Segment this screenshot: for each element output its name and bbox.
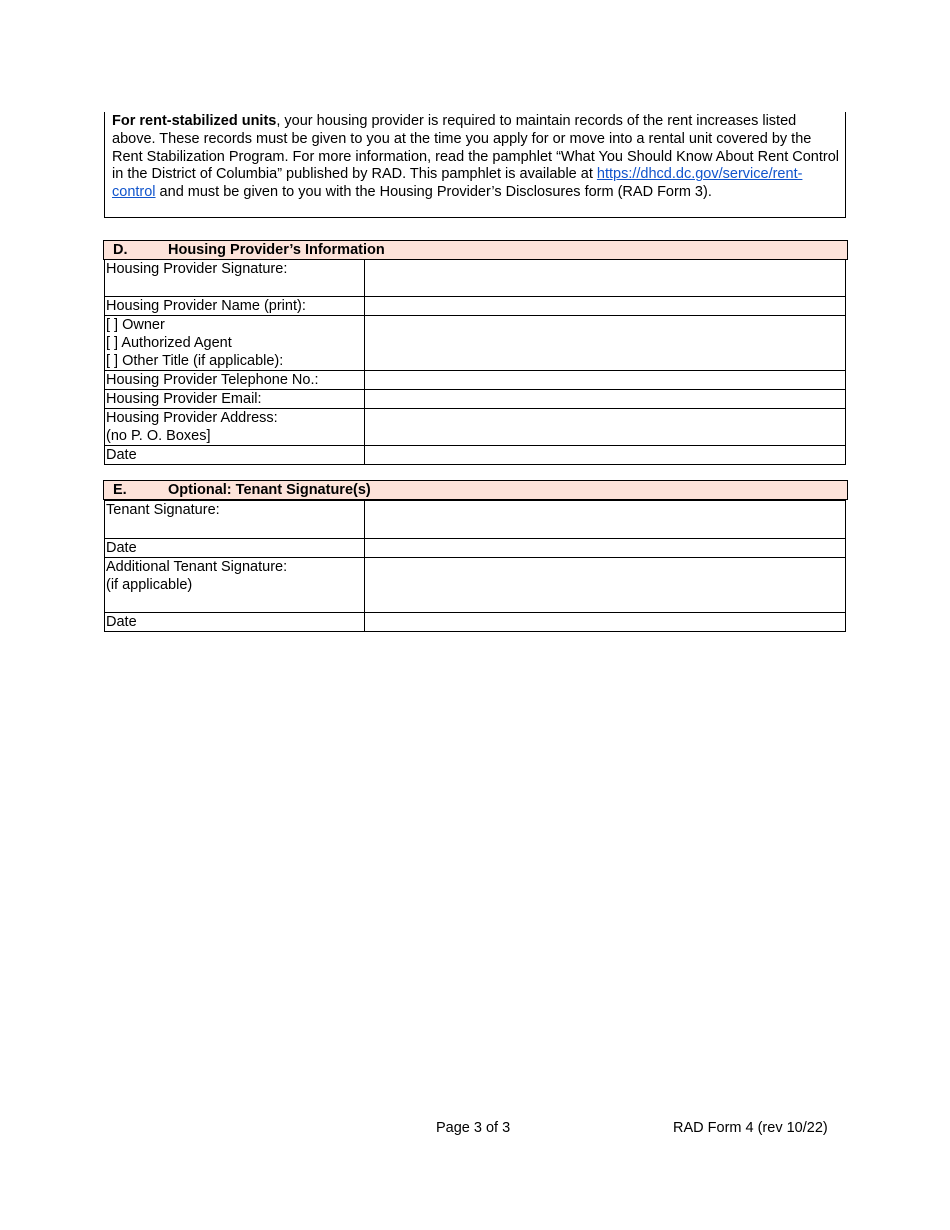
provider-signature-field[interactable] bbox=[365, 260, 846, 297]
additional-tenant-label-line: Additional Tenant Signature: bbox=[106, 559, 288, 575]
notice-text-1: , your housing provider is required to maintain records of the rent increases listed above. These records must be given to you at the time you apply for or move into a rental unit covered by the Rent Stabilization Program. For more information, read the pamphlet “What You Should Know About Rent Control in the District of Columbia” published by RAD. This pamphlet is available at bbox=[112, 113, 840, 183]
table-row bbox=[105, 558, 846, 613]
provider-signature-label: Housing Provider Signature: bbox=[105, 260, 365, 297]
additional-tenant-note: (if applicable) bbox=[106, 577, 193, 593]
tenant-signature-table bbox=[104, 500, 846, 632]
notice-bold-lead: For rent-stabilized units bbox=[112, 113, 277, 129]
page-number: Page 3 of 3 bbox=[436, 1120, 511, 1136]
tenant-date-label: Date bbox=[105, 539, 365, 558]
table-row bbox=[105, 316, 846, 371]
table-row bbox=[105, 446, 846, 465]
section-e-letter: E. bbox=[113, 482, 127, 498]
additional-tenant-date-label: Date bbox=[105, 613, 365, 632]
provider-address-note: (no P. O. Boxes] bbox=[106, 428, 211, 444]
table-row bbox=[105, 409, 846, 446]
section-e-title: Optional: Tenant Signature(s) bbox=[168, 482, 371, 498]
table-row bbox=[105, 613, 846, 632]
additional-tenant-signature-label bbox=[105, 558, 365, 613]
section-e-header bbox=[103, 480, 848, 500]
table-row bbox=[105, 371, 846, 390]
tenant-signature-label: Tenant Signature: bbox=[105, 501, 365, 539]
provider-email-label: Housing Provider Email: bbox=[105, 390, 365, 409]
provider-date-field[interactable] bbox=[365, 446, 846, 465]
section-d-title: Housing Provider’s Information bbox=[168, 242, 385, 258]
table-row bbox=[105, 501, 846, 539]
table-row bbox=[105, 539, 846, 558]
rent-control-link[interactable]: https://dhcd.dc.gov/service/rent-control bbox=[112, 166, 803, 201]
form-identifier: RAD Form 4 (rev 10/22) bbox=[673, 1120, 828, 1136]
provider-name-label: Housing Provider Name (print): bbox=[105, 297, 365, 316]
section-d-header bbox=[103, 240, 848, 260]
provider-title-field[interactable] bbox=[365, 316, 846, 371]
tenant-signature-field[interactable] bbox=[365, 501, 846, 539]
housing-provider-table bbox=[104, 259, 846, 465]
provider-name-field[interactable] bbox=[365, 297, 846, 316]
rent-stabilized-notice bbox=[104, 112, 846, 218]
section-d-letter: D. bbox=[113, 242, 128, 258]
table-row bbox=[105, 390, 846, 409]
provider-telephone-label: Housing Provider Telephone No.: bbox=[105, 371, 365, 390]
table-row bbox=[105, 297, 846, 316]
provider-date-label: Date bbox=[105, 446, 365, 465]
provider-address-label-line: Housing Provider Address: bbox=[106, 410, 278, 426]
additional-tenant-date-field[interactable] bbox=[365, 613, 846, 632]
provider-title-options bbox=[105, 316, 365, 371]
notice-text-2: and must be given to you with the Housing Provider’s Disclosures form (RAD Form 3). bbox=[155, 184, 712, 201]
other-title-checkbox-label[interactable]: [ ] Other Title (if applicable): bbox=[106, 353, 284, 369]
provider-address-label bbox=[105, 409, 365, 446]
provider-address-field[interactable] bbox=[365, 409, 846, 446]
tenant-date-field[interactable] bbox=[365, 539, 846, 558]
owner-checkbox-label[interactable]: [ ] Owner bbox=[106, 317, 165, 333]
additional-tenant-signature-field[interactable] bbox=[365, 558, 846, 613]
table-row bbox=[105, 260, 846, 297]
provider-telephone-field[interactable] bbox=[365, 371, 846, 390]
provider-email-field[interactable] bbox=[365, 390, 846, 409]
authorized-agent-checkbox-label[interactable]: [ ] Authorized Agent bbox=[106, 335, 232, 351]
